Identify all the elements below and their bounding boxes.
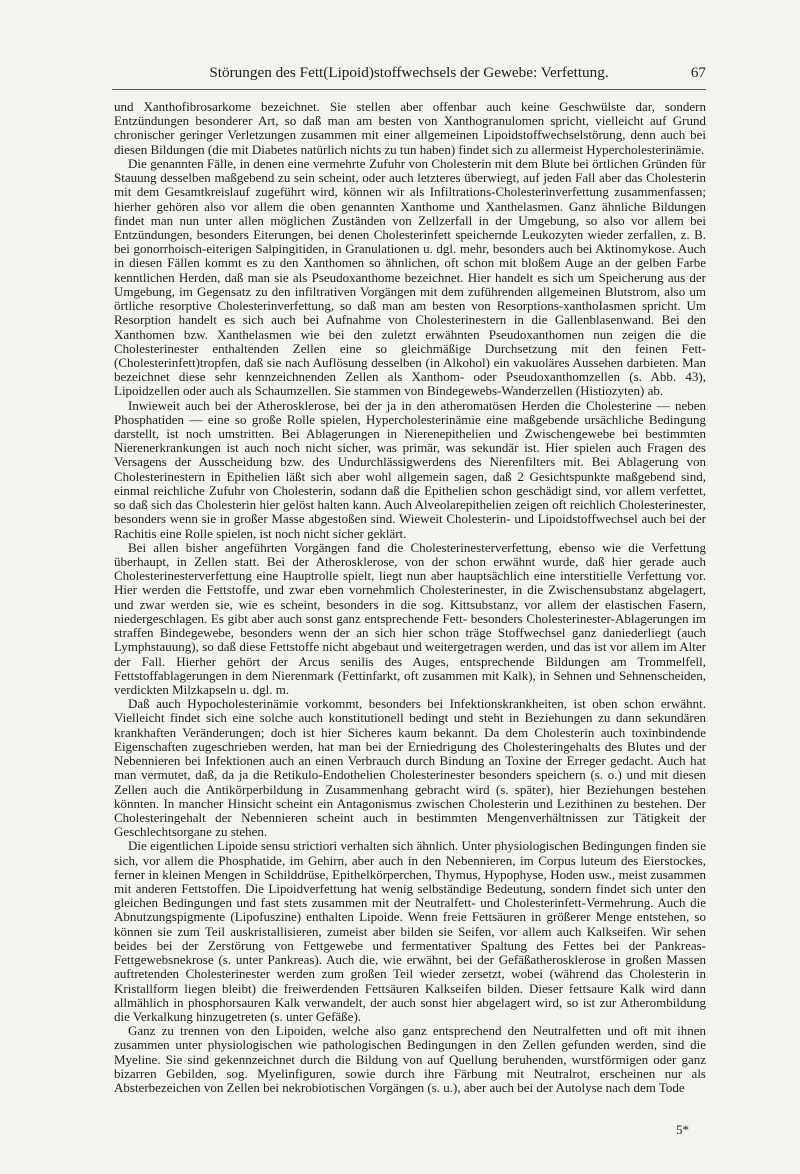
header-rule xyxy=(112,89,706,90)
paragraph: Inwieweit auch bei der Atherosklerose, bei der ja in den atheromatösen Herden die Cholesterine — neben Phosphatiden — eine so große Rolle spielen, Hypercholesterinämie eine maßgebende ursächliche Bedingung darstellt, ist noch umstritten. Bei Ablagerungen in Nierenepithelien und Zwischengewebe bei bestimmten Nierenerkrankungen ist auch noch nicht sicher, was primär, was sekundär ist. Hier spielen auch Fragen des Versagens der Ausscheidung bzw. des Undurchlässigwerdens des Nierenfilters mit. Bei Ablagerung von Cholesterinestern in Epithelien läßt sich aber wohl allgemein sagen, daß 2 Gesichtspunkte maßgebend sind, einmal reichliche Zufuhr von Cholesterin, sodann daß die Epithelien schon geschädigt sind, vor allem verfettet, so daß sich das Cholesterin hier gelöst halten kann. Auch Alveolarepithelien zeigen oft reichlich Cholesterinester, besonders wenn sie in großer Masse abgestoßen sind. Wieweit Cholesterin- und Lipoidstoffwechsel auch bei der Rachitis eine Rolle spielen, ist noch nicht sicher geklärt. xyxy=(114,397,706,541)
paragraph: Die genannten Fälle, in denen eine vermehrte Zufuhr von Cholesterin mit dem Blute bei örtlichen Gründen für Stauung desselben maßgebend zu sein scheint, oder auch letzteres überwiegt, auf jeden Fall aber das Cholesterin mit dem Gesamtkreislauf zugeführt wird, können wir als Infiltrations-Cholesterinverfettung zusammenfassen; hierher gehören also vor allem die oben genannten Xanthome und Xanthelasmen. Ganz ähnliche Bildungen findet man nun unter allen möglichen Zuständen von Zellzerfall in der Umgebung, so also vor allem bei Entzündungen, besonders Eiterungen, bei denen Cholesterinfett speichernde Leukozyten wieder zerfallen, z. B. bei gonorrhoisch-eiterigen Salpingitiden, in Granulationen u. dgl. mehr, besonders auch bei Aktinomykose. Auch in diesen Fällen kommt es zu den Xanthomen so ähnlichen, oft schon mit bloßem Auge an der gelben Farbe kenntlichen Herden, daß man sie als Pseudoxanthome bezeichnet. Hier handelt es sich um Speicherung aus der Umgebung, im Gegensatz zu den infiltrativen Vorgängen mit dem zuführenden allgemeinen Blutstrom, also um örtliche resorptive Cholesterinverfettung, so daß man am besten von Resorptions-xanthoIasmen spricht. Um Resorption handelt es sich auch bei Aufnahme von Cholesterinestern in die Gallenblasenwand. Bei den Xanthomen bzw. Xanthelasmen wie bei den zuletzt erwähnten Pseudoxanthomen nun zeigen die die Cholesterinester enthaltenden Zellen eine so gleichmäßige Durchsetzung mit den feinen Fett-(Cholesterinfett)tropfen, daß sie nach Auflösung desselben (in Alkohol) ein vakuoläres Aussehen darbieten. Man bezeichnet diese sehr kennzeichnenden Zellen als Xanthom- oder Pseudoxanthomzellen (s. Abb. 43), Lipoidzellen oder auch als Schaumzellen. Sie stammen von Bindegewebs-Wanderzellen (Histiozyten) ab. xyxy=(114,155,706,399)
signature-mark: 5* xyxy=(676,1122,689,1137)
paragraph: und Xanthofibrosarkome bezeichnet. Sie stellen aber offenbar auch keine Geschwülste dar, sondern Entzündungen besonderer Art, so daß man am besten von Xanthogranulomen spricht, vielleicht auf Grund chronischer geringer Verletzungen zusammen mit einer allgemeinen Lipoidstoffwechselstörung, denn auch bei diesen Bildungen (die mit Diabetes natürlich nichts zu tun haben) findet sich zu allermeist Hypercholesterinämie. xyxy=(114,99,706,157)
page-number: 67 xyxy=(690,64,706,81)
paragraph: Bei allen bisher angeführten Vorgängen fand die Cholesterinesterverfettung, ebenso wie die Verfettung überhaupt, in Zellen statt. Bei der Atherosklerose, von der schon erwähnt wurde, daß hier gerade auch Cholesterinesterverfettung eine Hauptrolle spielt, liegt nun aber hauptsächlich eine interstitielle Verfettung vor. Hier werden die Fettstoffe, und zwar eben vornehmlich Cholesterinester, in die Zwischensubstanz abgelagert, und zwar werden sie, wie es scheint, besonders in die sog. Kittsubstanz, vor allem der elastischen Fasern, niedergeschlagen. Es gibt aber auch sonst ganz entsprechende Fett- besonders Cholesterinester-Ablagerungen im straffen Bindegewebe, besonders wenn der an sich hier schon träge Stoffwechsel ganz daniederliegt (auch Lymphstauung), so daß diese Fettstoffe nicht abgebaut und weitergetragen werden, und das ist vor allem im Alter der Fall. Hierher gehört der Arcus senilis des Auges, entsprechende Bildungen am Trommelfell, Fettstoffablagerungen in dem Nierenmark (Fettinfarkt, oft zusammen mit Kalk), in Sehnen und Sehnenscheiden, verdickten Milzkapseln u. dgl. m. xyxy=(114,539,706,697)
header-title: Störungen des Fett(Lipoid)stoffwechsels der Gewebe: Verfettung. xyxy=(209,64,609,81)
paragraph: Die eigentlichen Lipoide sensu strictiori verhalten sich ähnlich. Unter physiologischen Bedingungen finden sie sich, vor allem die Phosphatide, im Gehirn, aber auch in den Nebennieren, im Corpus luteum des Eierstockes, ferner in kleinen Mengen in Schilddrüse, Epithelkörperchen, Thymus, Hypophyse, Hoden usw., meist zusammen mit anderen Fettstoffen. Die Lipoidverfettung hat wenig selbständige Bedeutung, sondern findet sich unter den gleichen Bedingungen und fast stets zusammen mit der Neutralfett- und Cholesterinfett-Vermehrung. Auch die Abnutzungspigmente (Lipofuszine) enthalten Lipoide. Wenn freie Fettsäuren in größerer Menge entstehen, so können sie zum Teil auskristallisieren, zumeist aber bilden sie Seifen, vor allem auch Kalkseifen. Wir sehen beides bei der Zerstörung von Fettgewebe und fermentativer Spaltung des Fettes bei der Pankreas-Fettgewebsnekrose (s. unter Pankreas). Auch die, wie erwähnt, bei der Gefäßatherosklerose in großen Massen auftretenden Cholesterinester werden zum großen Teil wieder zersetzt, wobei (während das Cholesterin in Kristallform liegen bleibt) die freiwerdenden Fettsäuren Kalkseifen bilden. Dieser fettsaure Kalk wird dann allmählich in phosphorsauren Kalk verwandelt, der auch sonst hier abgelagert wird, so ist zur Atherombildung die Verkalkung hinzugetreten (s. unter Gefäße). xyxy=(114,838,706,1024)
paragraph: Ganz zu trennen von den Lipoiden, welche also ganz entsprechend den Neutralfetten und oft mit ihnen zusammen unter physiologischen wie pathologischen Bedingungen in den Zellen gefunden werden, sind die Myeline. Sie sind gekennzeichnet durch die Bildung von auf Quellung beruhenden, wurstförmigen oder ganz bizarren Gebilden, sog. Myelinfiguren, sowie durch ihre Färbung mit Neutralrot, erscheinen nur als Absterbezeichen von Zellen bei nekrobiotischen Vorgängen (s. u.), aber auch bei der Autolyse nach dem Tode xyxy=(114,1023,706,1096)
running-header xyxy=(112,64,706,86)
paragraph: Daß auch Hypocholesterinämie vorkommt, besonders bei Infektionskrankheiten, ist oben schon erwähnt. Vielleicht findet sich eine solche auch konstitutionell bedingt und steht in Beziehungen zu dann sekundären krankhaften Veränderungen; doch ist hier Sicheres kaum bekannt. Da dem Cholesterin auch toxinbindende Eigenschaften zugeschrieben werden, hat man bei der Erniedrigung des Cholesteringehalts des Blutes und der Nebennieren bei Infektionen auch an einen Verbrauch durch Bindung an Toxine der Erreger gedacht. Auch hat man vermutet, daß, da ja die Retikulo-Endothelien Cholesterinester besonders speichern (s. o.) und mit diesen Zellen auch die Antikörperbildung in Zusammenhang gebracht wird (s. später), hier Beziehungen bestehen könnten. In mancher Hinsicht scheint ein Antagonismus zwischen Cholesterin und Lezithinen zu bestehen. Der Cholesteringehalt der Nebennieren scheint auch in bestimmten Mengenverhältnissen zur Tätigkeit der Geschlechtsorgane zu stehen. xyxy=(114,696,706,840)
body-text xyxy=(114,100,706,1095)
